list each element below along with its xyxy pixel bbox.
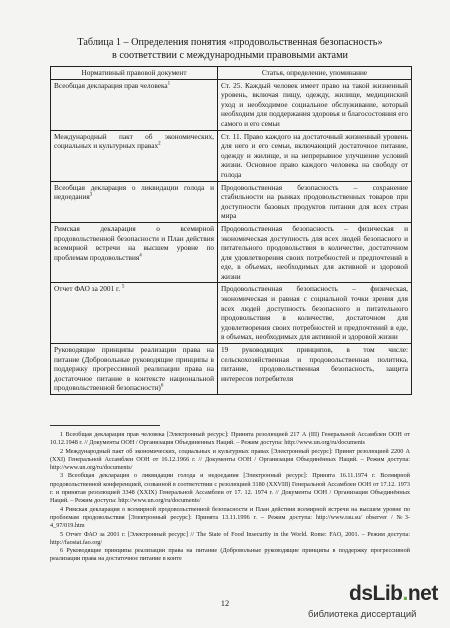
footnote: 5 Отчет ФАО за 2001 г. [Электронный ресурс] // The State of Food Insecurity in the World. Rome: FAO, 2001. – Режим доступа: http://faostat.fao.org/ [50,530,410,546]
watermark [304,580,444,622]
footnote: 1 Всеобщая декларация прав человека [Электронный ресурс]: Принята резолюцией 217 А (III) Генеральной Ассамблеи ООН от 10.12.1948 г. // Документы ООН / Организация Объединенных Наций. – Режим доступа: http://www.un.org/ru/documents [50,431,410,447]
row-document: Руководящие принципы реализации права на питание (Добровольные руководящие принципы в поддержку прогрессивной реализации права на достаточное питание в контексте национальной продовольственной безопасности)$^6$ [51,344,218,394]
header-article: Статья, определение, упоминание [261,68,368,77]
footnotes [50,431,410,564]
table-row [51,131,411,182]
caption-line-2: в соответствии с международными правовыми актами [112,50,348,61]
table-row [51,80,411,131]
caption-line-1: Таблица 1 – Определения понятия «продовольственная безопасность» [77,37,383,48]
table-caption [50,36,410,62]
table-row [51,344,411,394]
table-row [51,182,411,223]
footnote: 6 Руководящие принципы реализации права на питание (Добровольные руководящие принципы в поддержку прогрессивной реализации права на достаточное питание в конте [50,547,410,563]
definitions-table [50,66,412,395]
row-document: Римская декларация о всемирной продовольственной безопасности и План действия всемирной встречи на высшем уровне по проблемам продовольствия$^4$ [51,223,218,283]
row-article: Продовольственная безопасность – сохранение стабильности на рынках продовольственных товаров при доступности базовых продуктов питания для всех стран мира [221,182,408,221]
footnote: 2 Международный пакт об экономических, социальных и культурных правах [Электронный ресурс]: Принят резолюцией 2200 А (XXI) Генеральной Ассамблеи ООН от 16.12.1966 г. // Документы ООН / Организация Объединённых Наций. – Режим доступа: http://www.un.org/ru/documents/ [50,447,410,472]
row-document: Международный пакт об экономических, социальных и культурных правах$^2$ [51,131,218,181]
row-document: Всеобщая декларация о ликвидации голода и недоедания$^3$ [51,182,218,222]
table-header [51,67,411,80]
row-article: 19 руководящих принципов, в том числе: сельскохозяйственная и продовольственная политика, питание, продовольственная безопасность, защита интересов потребителя [221,345,408,383]
page-number: 12 [220,598,230,608]
watermark-logo: dsLib.net [349,582,438,605]
footnote: 3 Всеобщая декларация о ликвидации голода и недоедания [Электронный ресурс]: Принята 16.11.1974 г. Всемирной продовольственной конференцией, созванной в соответствии с резолюцией 3180 (XXVIII) Генеральной Ассамблеи ООН от 17.12. 1973 г. и принятая резолюцией 3348 (XXIX) Генеральной Ассамблеи от 17. 12. 1974 г. // Документы ООН / Организация Объединённых Наций. – Режим доступа: http://www.un.org/ru/documents/ [50,472,410,505]
row-article: Продовольственная безопасность – физическая, экономическая и равная с социальной точки зрения для всех людей доступность безопасного и питательного продовольствия в количестве, достаточном для удовлетворения своих потребностей и предпочтений в еде, в объемах, необходимых для активной и здоровой жизни [221,284,408,342]
watermark-subtitle: библиотека диссертаций [308,608,417,619]
row-article: Ст. 25. Каждый человек имеет право на такой жизненный уровень, включая пищу, одежду, жилище, медицинский уход и необходимое социальное обслуживание, который необходим для поддержания здоровья и благосостояния его самого и его семьи [221,80,408,128]
header-document: Нормативный правовой документ [51,67,218,79]
table-row [51,223,411,284]
row-article: Ст. 11. Право каждого на достаточный жизненный уровень для него и его семьи, включающий достаточное питание, одежду и жилище, и на непрерывное улучшение условий жизни. Основное право каждого человека на свободу от голода [221,131,408,179]
footnote: 4 Римская декларация о всемирной продовольственной безопасности и План действия всемирной встречи на высшем уровне по проблемам продовольствия [Электронный ресурс]: Принята 13.11.1996 г. – Режим доступа: http://www.rau.su/ observer / №3-4_97/019.htm [50,505,410,530]
footnote-divider [50,425,160,426]
row-document: Всеобщая декларация прав человека$^1$ [51,80,218,130]
row-document: Отчет ФАО за 2001 г. $^5$ [51,283,218,343]
row-article: Продовольственная безопасность – физическая и экономическая доступность для всех людей безопасного и питательного продовольствия в количестве, достаточном для удовлетворения своих потребностей и предпочтений в еде, в объемах, необходимых для активной и здоровой жизни [221,223,408,281]
table-row [51,283,411,344]
